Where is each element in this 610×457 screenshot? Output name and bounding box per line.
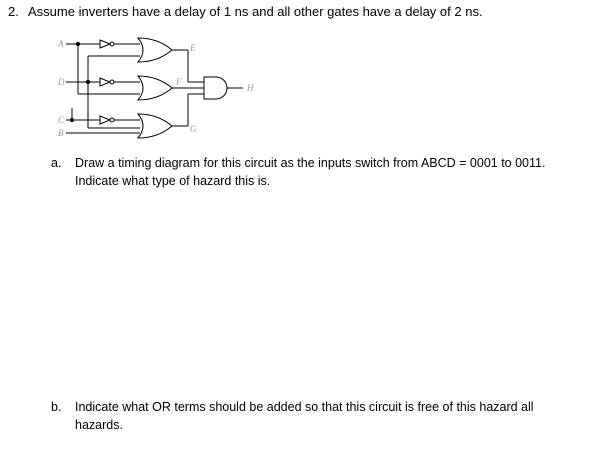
label-d: D — [58, 77, 65, 87]
inverter-c-bubble — [110, 118, 114, 122]
inverter-c — [100, 116, 110, 124]
part-a-line-2: Indicate what type of hazard this is. — [75, 174, 271, 188]
label-a: A — [58, 39, 64, 49]
inverter-a — [100, 40, 110, 48]
inverter-a-bubble — [110, 42, 114, 46]
label-g: G — [190, 124, 197, 134]
label-e: E — [190, 43, 196, 53]
or-gate-f — [138, 76, 172, 100]
part-b-marker: b. — [51, 400, 62, 414]
circuit-diagram — [0, 0, 610, 150]
inverter-d-bubble — [110, 80, 114, 84]
question-text: Assume inverters have a delay of 1 ns and all other gates have a delay of 2 ns. — [28, 4, 483, 19]
question-number: 2. — [8, 4, 19, 19]
part-b-line-2: hazards. — [75, 418, 123, 432]
label-b: B — [58, 128, 64, 138]
and-gate-h — [204, 77, 227, 99]
inverter-d — [100, 78, 110, 86]
or-gate-e — [138, 38, 172, 62]
label-h: H — [247, 83, 254, 93]
part-a-marker: a. — [51, 156, 62, 170]
or-gate-g — [138, 114, 172, 138]
label-c: C — [58, 115, 65, 125]
label-f: F — [176, 77, 182, 87]
part-a-line-1: Draw a timing diagram for this circuit as the inputs switch from ABCD = 0001 to 0011. — [75, 156, 546, 170]
part-b-line-1: Indicate what OR terms should be added so that this circuit is free of this hazard all — [75, 400, 534, 414]
